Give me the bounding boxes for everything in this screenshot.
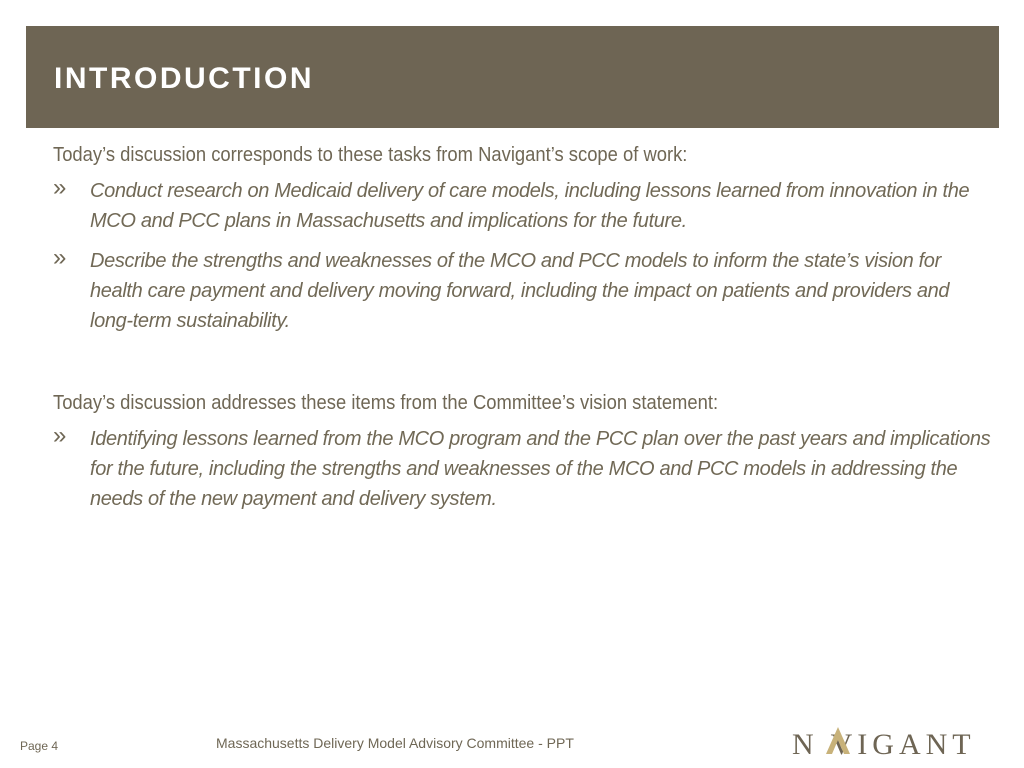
slide-title: INTRODUCTION (54, 62, 314, 95)
slide-body (53, 140, 1003, 524)
section-spacer (53, 346, 1003, 388)
bullet-text: Conduct research on Medicaid delivery of care models, including lessons learned from innovation in the MCO and PCC plans in Massachusetts and implications for the future. (90, 180, 970, 232)
navigant-logo-graphic (792, 722, 982, 762)
title-band (26, 26, 999, 128)
section-intro-scope: Today’s discussion corresponds to these tasks from Navigant’s scope of work: (53, 144, 688, 166)
bullet-marker-icon: » (53, 422, 67, 449)
bullet-item (53, 246, 1003, 336)
bullet-text: Describe the strengths and weaknesses of the MCO and PCC models to inform the state’s vision for health care payment and delivery moving forward, including the impact on patients and providers and long-term sustainability. (90, 250, 950, 332)
bullet-item (53, 424, 1003, 514)
section-intro-vision: Today’s discussion addresses these items from the Committee’s vision statement: (53, 392, 719, 414)
navigant-logo (792, 722, 982, 762)
bullet-marker-icon: » (53, 244, 67, 271)
bullet-marker-icon: » (53, 174, 67, 201)
bullet-text: Identifying lessons learned from the MCO program and the PCC plan over the past years and implications for the future, including the strengths and weaknesses of the MCO and PCC models in addressing the needs of the new payment and delivery system. (90, 428, 991, 510)
footer-document-title: Massachusetts Delivery Model Advisory Committee - PPT (216, 735, 574, 751)
bullet-item (53, 176, 1003, 236)
page-number: Page 4 (20, 739, 59, 753)
logo-wordmark: N VIGANT (792, 728, 976, 761)
